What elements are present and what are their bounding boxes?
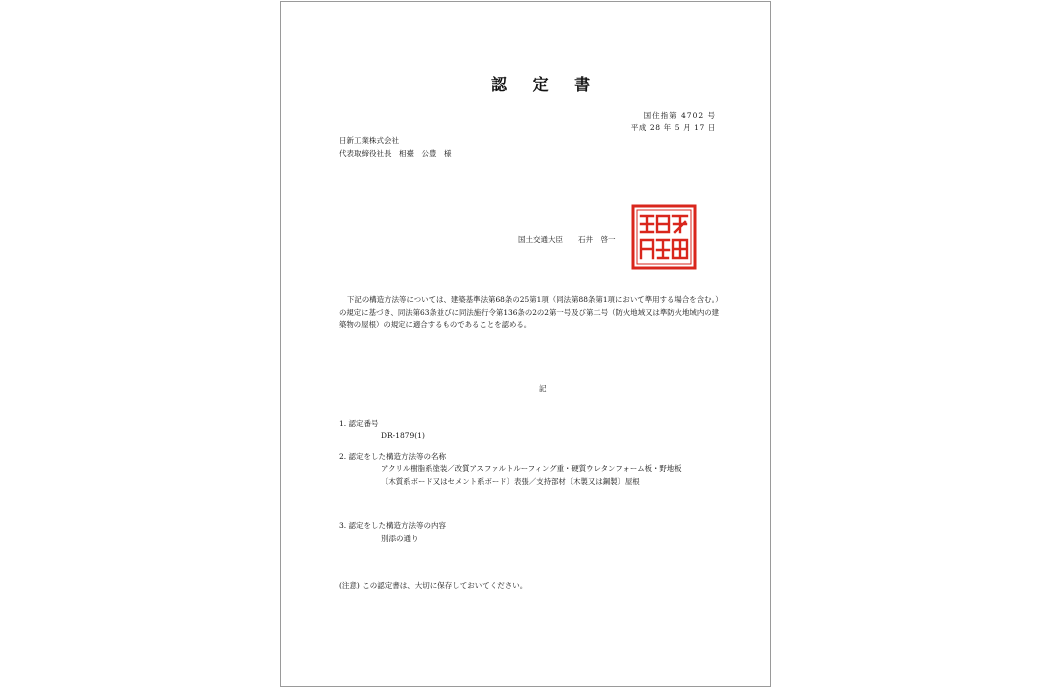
caution-note: (注意) この認定書は、大切に保存しておいてください。 xyxy=(339,581,528,590)
ki-heading: 記 xyxy=(539,384,547,393)
item-1-value: DR-1879(1) xyxy=(381,431,425,440)
certificate-page xyxy=(280,1,771,687)
certificate-body: 下記の構造方法等については、建築基準法第68条の25第1項（同法第88条第1項において準用する場合を含む。）の規定に基づき、同法第63条並びに同法施行令第136条の2の2第一号及び第二号（防火地域又は準防火地域内の建築物の屋根）の規定に適合するものであることを認める。 xyxy=(339,295,719,329)
recipient-person: 代表取締役社長 相臺 公豊 様 xyxy=(339,149,452,158)
issuer-name: 国土交通大臣 石井 啓一 xyxy=(518,235,616,244)
document-date: 平成 28 年 5 月 17 日 xyxy=(630,123,716,132)
official-seal-icon xyxy=(631,204,697,270)
item-2-value: アクリル樹脂系塗装／改質アスファルトルーフィング重・硬質ウレタンフォーム板・野地板〔木質系ボード又はセメント系ボード〕表張／支持部材〔木製又は鋼製〕屋根 xyxy=(381,464,682,486)
item-3-label: 3. 認定をした構造方法等の内容 xyxy=(339,521,447,530)
document-number: 国住指第 4702 号 xyxy=(643,111,716,120)
item-1-label: 1. 認定番号 xyxy=(339,419,379,428)
document-title: 認 定 書 xyxy=(491,75,601,94)
recipient-company: 日新工業株式会社 xyxy=(339,136,399,145)
item-3-value: 別添の通り xyxy=(381,534,419,543)
item-2-label: 2. 認定をした構造方法等の名称 xyxy=(339,452,447,461)
